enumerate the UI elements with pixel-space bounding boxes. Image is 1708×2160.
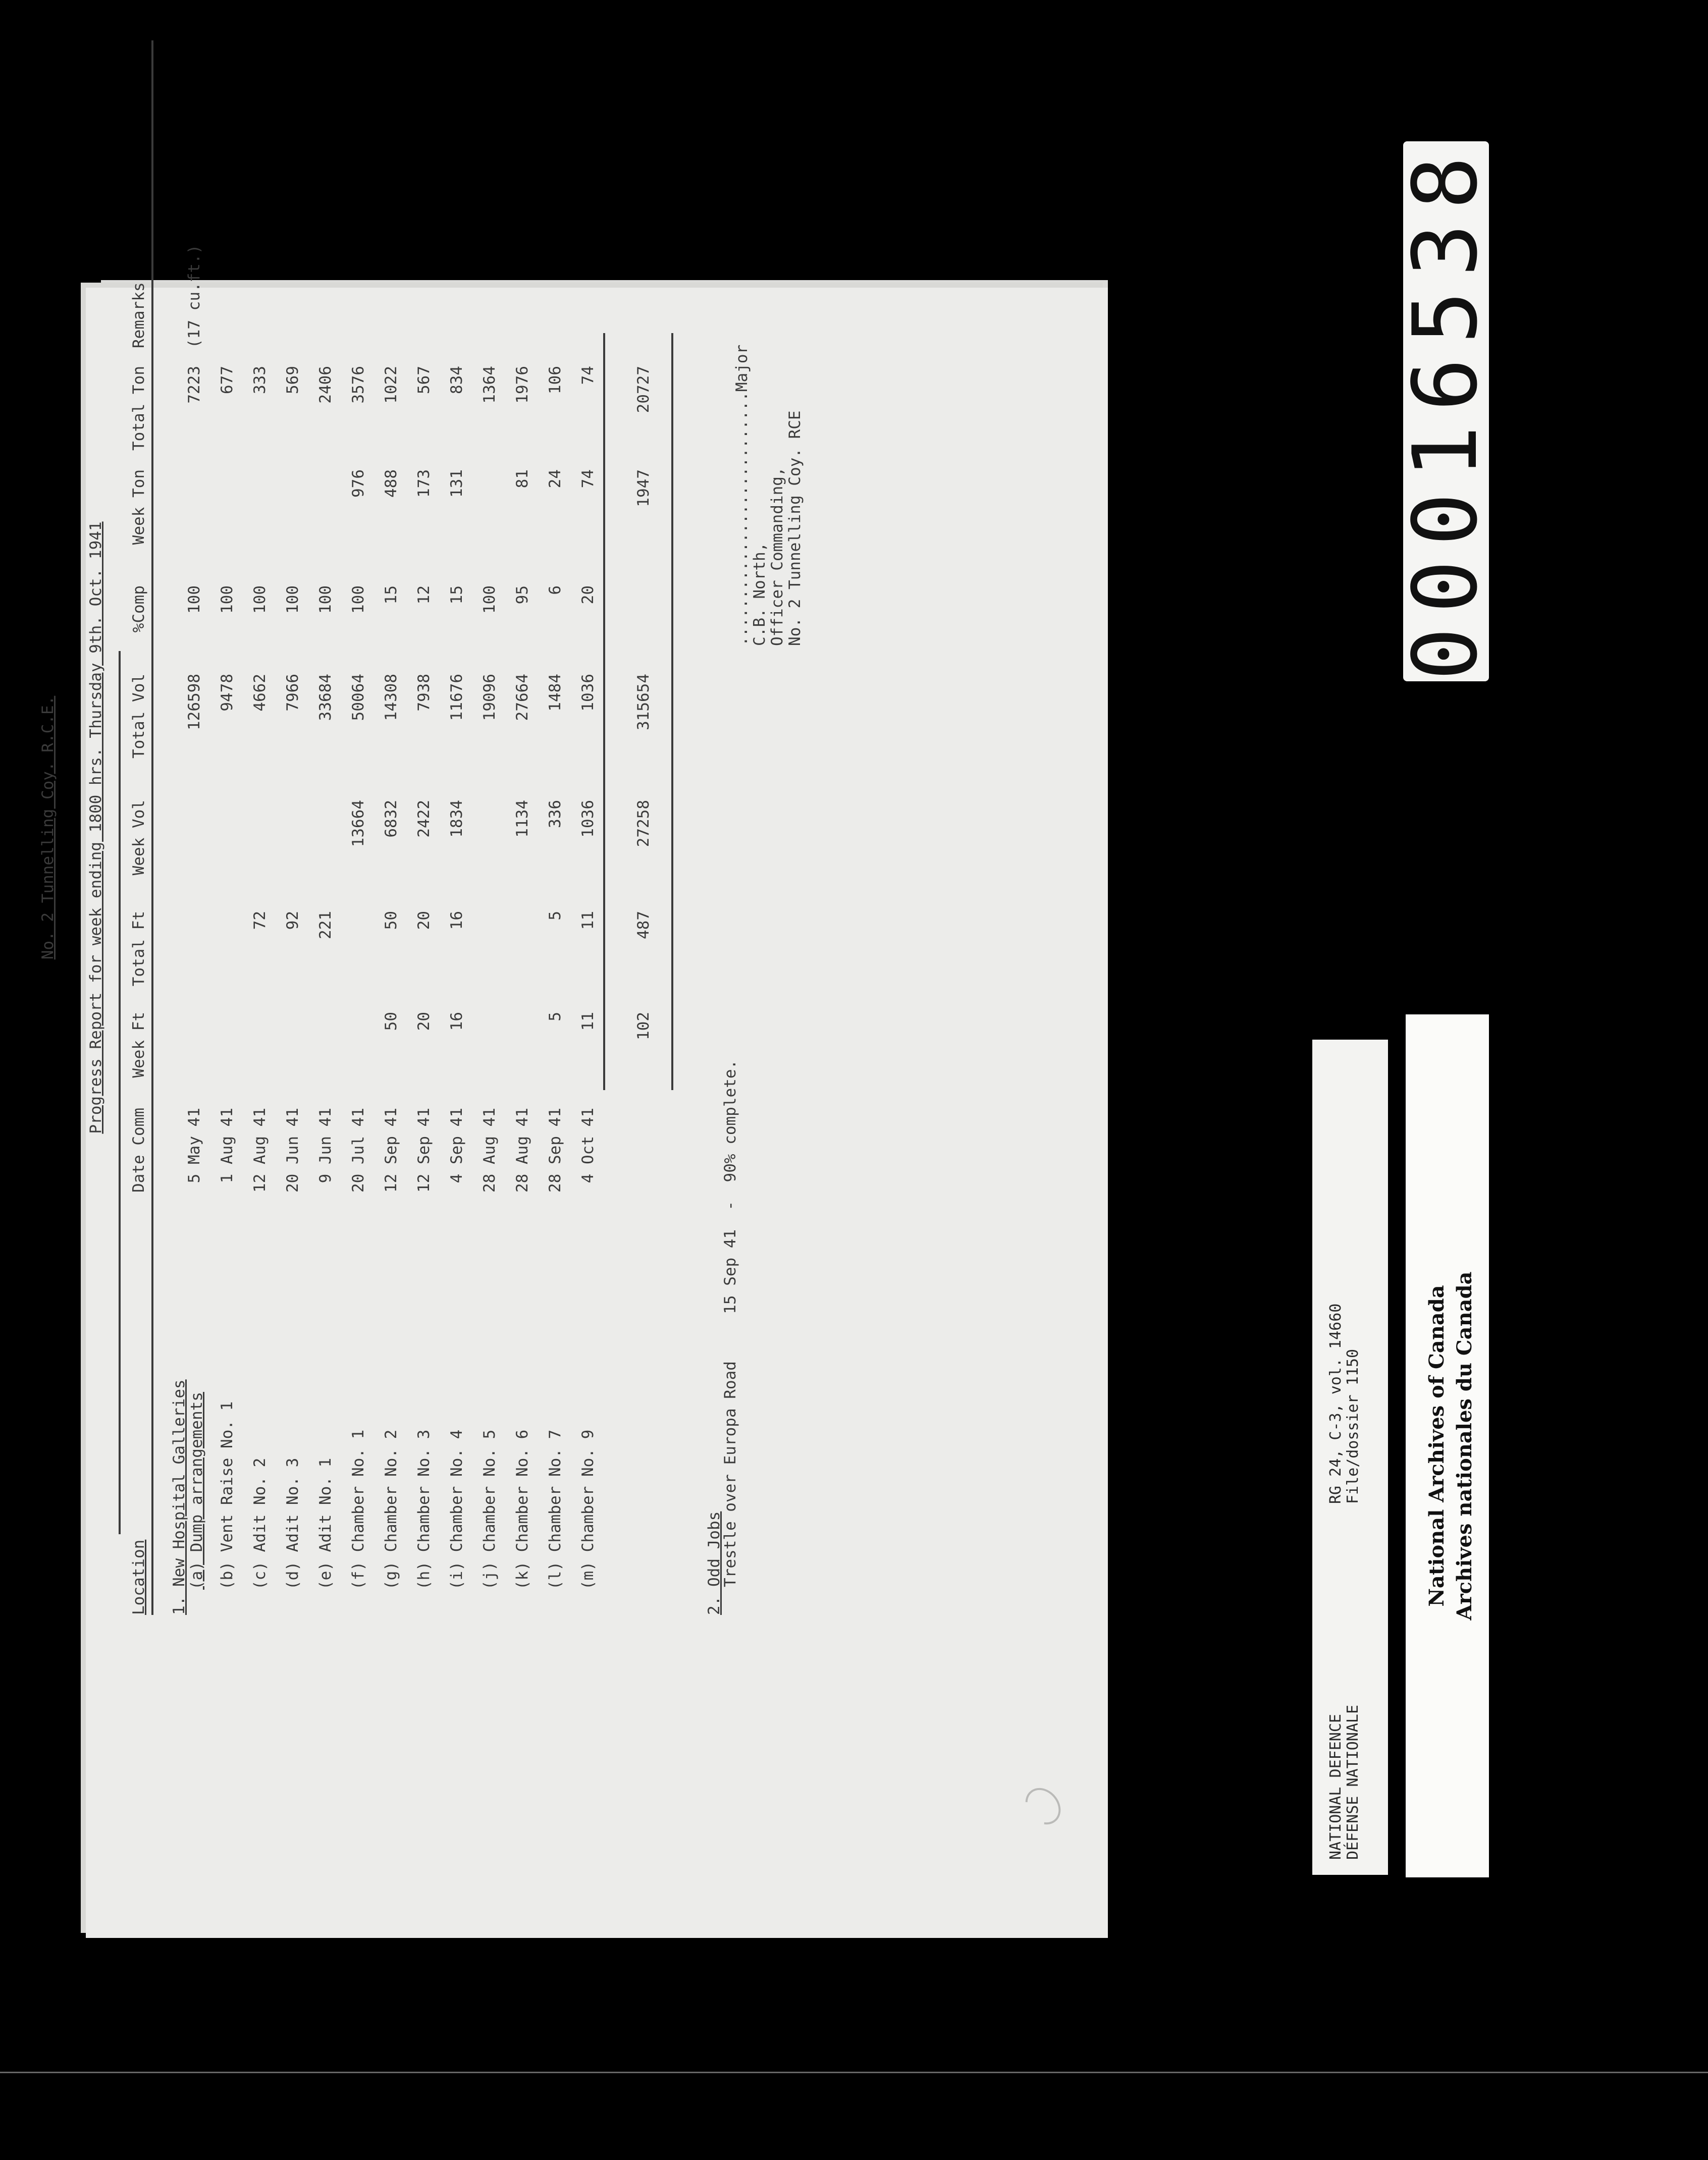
table-cell: 11676 xyxy=(448,674,466,721)
signatory-name: C.B. North, xyxy=(751,542,769,646)
stamp-defense-nationale: DÉFENSE NATIONALE xyxy=(1344,1704,1362,1860)
table-cell: 20 xyxy=(579,585,597,605)
stamp-file-number: File/dossier 1150 xyxy=(1344,1348,1362,1504)
table-cell: 1834 xyxy=(448,800,466,838)
total-cell: 102 xyxy=(634,1012,653,1040)
table-cell: 74 xyxy=(579,469,597,489)
table-cell: 81 xyxy=(513,469,531,489)
row-location: (e) Adit No. 1 xyxy=(316,1457,335,1590)
table-cell: 11 xyxy=(579,1012,597,1031)
table-cell: (17 cu.ft.) xyxy=(185,244,203,348)
table-cell: 100 xyxy=(316,585,335,614)
table-cell: 221 xyxy=(316,911,335,939)
table-cell: 6 xyxy=(546,585,564,595)
archive-stamp-text xyxy=(1312,1040,1388,1875)
table-cell: 13664 xyxy=(349,800,367,847)
table-cell: 20 Jul 41 xyxy=(349,1108,367,1193)
totals-rule-top xyxy=(603,333,605,1090)
row-location: (f) Chamber No. 1 xyxy=(349,1429,367,1590)
table-cell: 24 xyxy=(546,469,564,489)
row-location: (l) Chamber No. 7 xyxy=(546,1429,564,1590)
row-location: (h) Chamber No. 3 xyxy=(415,1429,433,1590)
report-title: No. 2 Tunnelling Coy. R.C.E. xyxy=(39,695,57,960)
table-cell: 50 xyxy=(382,911,400,930)
column-header: Date Comm xyxy=(130,1108,148,1193)
table-cell: 2422 xyxy=(415,800,433,838)
table-cell: 20 Jun 41 xyxy=(284,1108,302,1193)
table-cell: 95 xyxy=(513,585,531,605)
report-subtitle: Progress Report for week ending 1800 hrs. Thursday 9th. Oct. 1941 xyxy=(87,521,105,1134)
table-cell: 7966 xyxy=(284,674,302,712)
table-cell: 28 Sep 41 xyxy=(546,1108,564,1193)
table-cell: 12 Sep 41 xyxy=(382,1108,400,1193)
table-cell: 126598 xyxy=(185,674,203,730)
table-cell: 74 xyxy=(579,366,597,385)
table-cell: 72 xyxy=(251,911,269,930)
table-cell: 3576 xyxy=(349,366,367,404)
table-cell: 5 xyxy=(546,1012,564,1021)
table-cell: 16 xyxy=(448,1012,466,1031)
table-cell: 173 xyxy=(415,469,433,498)
table-cell: 12 Aug 41 xyxy=(251,1108,269,1193)
table-cell: 131 xyxy=(448,469,466,498)
row-location: (i) Chamber No. 4 xyxy=(448,1429,466,1590)
header-rule xyxy=(151,40,153,1615)
table-cell: 4 Oct 41 xyxy=(579,1108,597,1183)
table-cell: 336 xyxy=(546,800,564,828)
archives-label xyxy=(1406,1014,1489,1877)
table-cell: 5 xyxy=(546,911,564,921)
signatory-role: Officer Commanding, xyxy=(768,467,786,646)
table-cell: 27664 xyxy=(513,674,531,721)
table-cell: 100 xyxy=(185,585,203,614)
subtitle-underline xyxy=(119,651,121,1534)
totals-rule-bottom xyxy=(671,333,673,1090)
table-cell: 92 xyxy=(284,911,302,930)
rotated-document xyxy=(30,40,989,1615)
row-location: (k) Chamber No. 6 xyxy=(513,1429,531,1590)
row-location: (g) Chamber No. 2 xyxy=(382,1429,400,1590)
table-cell: 677 xyxy=(218,366,236,394)
table-cell: 333 xyxy=(251,366,269,394)
column-header: Total Ft xyxy=(130,911,148,987)
table-cell: 100 xyxy=(481,585,499,614)
table-cell: 50 xyxy=(382,1012,400,1031)
table-cell: 1036 xyxy=(579,800,597,838)
column-header: %Comp xyxy=(130,585,148,633)
table-cell: 7223 xyxy=(185,366,203,404)
section-2-heading: 2. Odd Jobs xyxy=(705,1511,723,1615)
table-cell: 100 xyxy=(349,585,367,614)
table-cell: 100 xyxy=(284,585,302,614)
table-cell: 4 Sep 41 xyxy=(448,1108,466,1183)
row-location: (d) Adit No. 3 xyxy=(284,1457,302,1590)
table-cell: 20 xyxy=(415,1012,433,1031)
signatory-unit: No. 2 Tunnelling Coy. RCE xyxy=(786,410,804,646)
signature-dots: ...........................Major xyxy=(733,344,751,646)
table-cell: 20 xyxy=(415,911,433,930)
section-1-heading: 1. New Hospital Galleries xyxy=(170,1379,188,1615)
table-cell: 28 Aug 41 xyxy=(481,1108,499,1193)
column-header: Total Ton xyxy=(130,366,148,451)
column-header: Total Vol xyxy=(130,674,148,759)
scan-edge-line xyxy=(0,2072,1708,2073)
row-location: (j) Chamber No. 5 xyxy=(481,1429,499,1590)
table-cell: 106 xyxy=(546,366,564,394)
table-cell: 1134 xyxy=(513,800,531,838)
table-cell: 9478 xyxy=(218,674,236,712)
table-cell: 11 xyxy=(579,911,597,930)
table-cell: 4662 xyxy=(251,674,269,712)
row-location: (a) Dump arrangements xyxy=(188,1392,206,1590)
column-header: Week Ton xyxy=(130,469,148,545)
table-cell: 28 Aug 41 xyxy=(513,1108,531,1193)
table-cell: 1364 xyxy=(481,366,499,404)
serial-number: 00016538 xyxy=(1395,142,1497,681)
table-cell: 1976 xyxy=(513,366,531,404)
table-cell: 14308 xyxy=(382,674,400,721)
table-cell: 976 xyxy=(349,469,367,498)
total-cell: 20727 xyxy=(634,366,653,413)
table-cell: 9 Jun 41 xyxy=(316,1108,335,1183)
archives-english: National Archives of Canada xyxy=(1425,1285,1449,1607)
table-cell: 19096 xyxy=(481,674,499,721)
total-cell: 27258 xyxy=(634,800,653,847)
stamp-national-defence: NATIONAL DEFENCE xyxy=(1327,1714,1345,1860)
table-cell: 569 xyxy=(284,366,302,394)
table-cell: 16 xyxy=(448,911,466,930)
row-location: (b) Vent Raise No. 1 xyxy=(218,1401,236,1590)
total-cell: 487 xyxy=(634,911,653,939)
table-cell: 12 Sep 41 xyxy=(415,1108,433,1193)
table-cell: 6832 xyxy=(382,800,400,838)
table-cell: 1484 xyxy=(546,674,564,712)
odd-job-line: Trestle over Europa Road 15 Sep 41 - 90% complete. xyxy=(721,1059,739,1587)
table-cell: 12 xyxy=(415,585,433,605)
total-cell: 1947 xyxy=(634,469,653,507)
table-cell: 1 Aug 41 xyxy=(218,1108,236,1183)
table-cell: 7938 xyxy=(415,674,433,712)
table-cell: 834 xyxy=(448,366,466,394)
table-cell: 15 xyxy=(448,585,466,605)
table-cell: 33684 xyxy=(316,674,335,721)
table-cell: 5 May 41 xyxy=(185,1108,203,1183)
table-cell: 2406 xyxy=(316,366,335,404)
column-header: Location xyxy=(130,1539,148,1615)
archives-french: Archives nationales du Canada xyxy=(1453,1271,1476,1621)
table-cell: 15 xyxy=(382,585,400,605)
total-cell: 315654 xyxy=(634,674,653,730)
stamp-record-group: RG 24, C-3, vol. 14660 xyxy=(1327,1303,1345,1504)
table-cell: 567 xyxy=(415,366,433,394)
table-cell: 100 xyxy=(218,585,236,614)
column-header: Week Ft xyxy=(130,1012,148,1078)
table-cell: 1022 xyxy=(382,366,400,404)
table-cell: 50064 xyxy=(349,674,367,721)
column-header: Week Vol xyxy=(130,800,148,876)
table-cell: 488 xyxy=(382,469,400,498)
table-cell: 1036 xyxy=(579,674,597,712)
row-location: (m) Chamber No. 9 xyxy=(579,1429,597,1590)
row-location: (c) Adit No. 2 xyxy=(251,1457,269,1590)
table-cell: 100 xyxy=(251,585,269,614)
column-header: Remarks xyxy=(130,282,148,348)
